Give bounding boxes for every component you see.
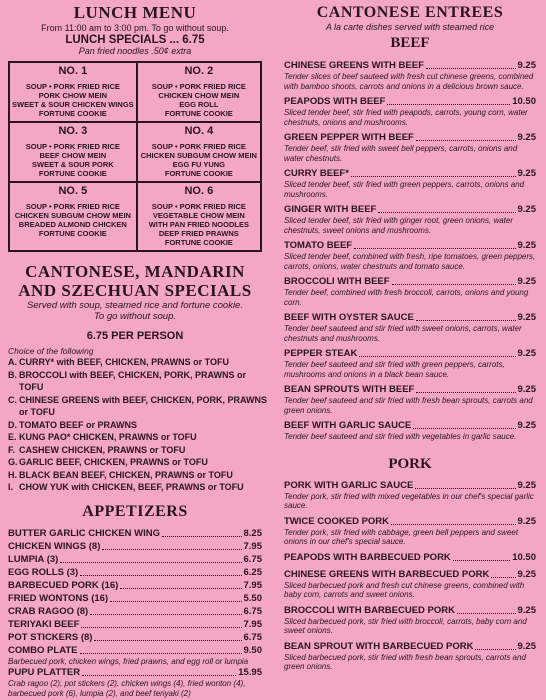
menu-item-name: CURRY BEEF* xyxy=(284,168,349,179)
specials-item-letter: F. xyxy=(8,444,16,455)
lunch-hours: From 11:00 am to 3:00 pm. To go without soup. xyxy=(41,23,229,33)
dot-leader xyxy=(90,614,241,615)
menu-item-row xyxy=(8,618,262,631)
dot-leader xyxy=(457,613,516,614)
beef-entree xyxy=(284,239,536,271)
specials-item-letter: B. xyxy=(8,369,17,380)
specials-item xyxy=(8,431,270,444)
lunch-combo-grid xyxy=(8,61,262,252)
combo-line: SWEET & SOUR CHICKEN WINGS xyxy=(12,100,134,109)
specials-item-text: CHINESE GREENS with BEEF, CHICKEN, PORK, PRAWNS or TOFU xyxy=(19,394,268,417)
menu-item-price: 9.25 xyxy=(517,312,536,323)
menu-item-name: BROCCOLI WITH BEEF xyxy=(284,276,390,287)
combo-line: FORTUNE COOKIE xyxy=(38,109,107,118)
combo-line: BEEF CHOW MEIN xyxy=(39,151,107,160)
specials-item-letter: C. xyxy=(8,394,17,405)
menu-item-description: Tender pork, stir fried with mixed vegetables in our chef's special garlic sauce. xyxy=(284,491,534,510)
menu-item-description: Sliced tender beef, stir fried with green peppers, carrots, onions and mushrooms. xyxy=(284,180,525,199)
specials-item-letter: D. xyxy=(8,419,17,430)
dot-leader xyxy=(391,524,515,525)
combo-number: NO. 3 xyxy=(58,125,88,137)
menu-item-name: PUPU PLATTER xyxy=(8,667,81,678)
lunch-menu-title: LUNCH MENU xyxy=(73,3,197,22)
menu-item-description: Sliced tender beef, combined with fresh, ripe tomatoes, green peppers, carrots, onions, water chestnuts and tomato sauce. xyxy=(284,252,536,271)
pork-entree xyxy=(284,515,536,547)
beef-entree xyxy=(284,203,536,235)
lunch-combo-cell xyxy=(137,182,261,251)
specials-title-line2: AND SZECHUAN SPECIALS xyxy=(18,281,252,300)
combo-line: FORTUNE COOKIE xyxy=(164,109,233,118)
specials-item-letter: A. xyxy=(8,357,17,367)
menu-item-description: Sliced tender beef, stir fried with ginger root, green onions, water chestnuts, sweet onions and mushrooms. xyxy=(284,216,514,235)
appetizer-item xyxy=(8,527,262,540)
menu-item-row xyxy=(284,203,536,216)
lunch-combo-cell xyxy=(137,62,261,122)
menu-item-row xyxy=(284,95,536,108)
specials-item-letter: I. xyxy=(8,482,14,492)
menu-item-price: 9.25 xyxy=(517,276,536,287)
specials-item-text: KUNG PAO* CHICKEN, PRAWNS or TOFU xyxy=(19,432,197,442)
beef-entree xyxy=(284,383,536,415)
specials-price: 6.75 PER PERSON xyxy=(86,330,184,342)
combo-number: NO. 5 xyxy=(58,185,88,197)
menu-item-price: 7.95 xyxy=(243,618,262,630)
menu-item-price: 7.95 xyxy=(243,540,262,552)
menu-item-description: Sliced barbecued pork, stir fried with fresh bean sprouts, carrots and green onions. xyxy=(284,652,526,671)
menu-item-description: Tender beef sauteed and stir fried with green peppers, carrots, mushrooms and onions in a black bean sauce. xyxy=(284,360,505,379)
appetizer-item xyxy=(8,605,262,618)
specials-item xyxy=(8,456,270,469)
menu-item-row xyxy=(8,540,262,553)
menu-item-description: Tender slices of beef sauteed with fresh cut chinese greens, combined with bamboo shoots, carrots and onions in a delicious brown sauce. xyxy=(284,72,534,91)
menu-item-name: GINGER WITH BEEF xyxy=(284,204,377,215)
specials-item-letter: H. xyxy=(8,469,17,480)
appetizer-item xyxy=(8,579,262,592)
menu-item-name: POT STICKERS (8) xyxy=(8,631,93,643)
beef-entree xyxy=(284,311,536,343)
beef-list xyxy=(274,59,546,442)
menu-item-row xyxy=(284,275,536,288)
menu-item-name: EGG ROLLS (3) xyxy=(8,566,79,578)
combo-number: NO. 2 xyxy=(184,65,214,77)
menu-item-price: 9.25 xyxy=(517,132,536,143)
menu-item-description: Tender pork, stir fried with cabbage, green bell peppers and sweet onions in our chef's special sauce. xyxy=(284,527,519,546)
menu-item-description: Tender beef sauteed and stir fried with fresh bean sprouts, carrots and green onions. xyxy=(284,396,533,415)
menu-item-name: TOMATO BEEF xyxy=(284,240,353,251)
menu-item-name: CHINESE GREENS WITH BEEF xyxy=(284,60,424,71)
menu-item-name: CRAB RAGOO (8) xyxy=(8,605,89,617)
menu-item-name: PEAPODS WITH BARBECUED PORK xyxy=(284,551,451,563)
appetizer-item xyxy=(8,644,262,667)
beef-section-title: BEEF xyxy=(390,35,430,51)
menu-item-row xyxy=(284,311,536,324)
menu-item-description: Tender beef, stir fried with sweet bell peppers, carrots, onions and water chestnuts. xyxy=(284,144,518,163)
appetizer-item xyxy=(8,618,262,631)
combo-line: CHICKEN SUBGUM CHOW MEIN xyxy=(140,151,257,160)
combo-line: CHICKEN CHOW MEIN xyxy=(158,91,240,100)
dot-leader xyxy=(392,284,516,285)
menu-item-price: 6.75 xyxy=(243,631,262,643)
menu-item-row xyxy=(284,419,536,432)
lunch-combo-cell xyxy=(9,62,137,122)
menu-item-row xyxy=(8,579,262,592)
dot-leader xyxy=(416,392,515,393)
combo-line: SOUP • PORK FRIED RICE xyxy=(25,202,120,211)
specials-item xyxy=(8,419,270,432)
menu-item-description: Tender beef, combined with fresh broccoli, carrots, onions and young corn. xyxy=(284,288,529,307)
combo-line: EGG FU YUNG xyxy=(172,160,226,169)
appetizer-item xyxy=(8,566,262,579)
combo-line: SOUP • PORK FRIED RICE xyxy=(25,82,120,91)
right-column xyxy=(274,0,546,676)
menu-item-name: BARBECUED PORK (16) xyxy=(8,579,119,591)
lunch-specials-title: LUNCH SPECIALS ... 6.75 xyxy=(65,34,205,46)
appetizer-item xyxy=(8,540,262,553)
dot-leader xyxy=(453,560,510,561)
menu-item-row xyxy=(284,568,536,581)
dot-leader xyxy=(82,675,236,676)
specials-choice: Choice of the following xyxy=(8,346,94,356)
menu-item-name: BEAN SPROUTS WITH BEEF xyxy=(284,384,415,395)
menu-item-price: 9.25 xyxy=(517,604,536,616)
combo-line: SOUP • PORK FRIED RICE xyxy=(151,142,246,151)
menu-item-price: 8.25 xyxy=(243,527,262,539)
beef-entree xyxy=(284,347,536,379)
appetizers-title: APPETIZERS xyxy=(82,502,188,520)
menu-item-name: GREEN PEPPER WITH BEEF xyxy=(284,132,414,143)
menu-item-name: PEAPODS WITH BEEF xyxy=(284,96,386,107)
pork-section-title: PORK xyxy=(388,455,432,472)
menu-item-row xyxy=(8,566,262,579)
pork-list xyxy=(274,479,546,672)
combo-line: FORTUNE COOKIE xyxy=(38,229,107,238)
menu-item-price: 6.25 xyxy=(243,566,262,578)
menu-item-name: FRIED WONTONS (16) xyxy=(8,592,109,604)
combo-line: VEGETABLE CHOW MEIN xyxy=(152,211,245,220)
dot-leader xyxy=(413,428,515,429)
dot-leader xyxy=(162,536,242,537)
menu-item-price: 9.25 xyxy=(517,384,536,395)
menu-item-price: 10.50 xyxy=(512,551,536,563)
beef-entree xyxy=(284,95,536,127)
lunch-specials-note: Pan fried noodles .50¢ extra xyxy=(78,46,192,56)
dot-leader xyxy=(491,577,515,578)
combo-line: SWEET & SOUR PORK xyxy=(31,160,114,169)
menu-item-name: COMBO PLATE xyxy=(8,644,78,656)
menu-item-description: Tender beef sauteed and stir fried with sweet onions, carrots, water chestnuts and mushrooms. xyxy=(284,324,522,343)
combo-line: FORTUNE COOKIE xyxy=(164,169,233,178)
menu-item-row xyxy=(8,666,262,679)
dot-leader xyxy=(80,653,242,654)
entrees-note: A la carte dishes served with steamed rice xyxy=(325,22,495,32)
pork-entree xyxy=(284,604,536,636)
menu-item-price: 9.25 xyxy=(517,204,536,215)
menu-item-price: 7.95 xyxy=(243,579,262,591)
dot-leader xyxy=(359,356,515,357)
menu-item-description: Tender beef sauteed and stir fried with vegetables in garlic sauce. xyxy=(284,432,517,441)
specials-item xyxy=(8,394,270,419)
dot-leader xyxy=(416,320,516,321)
menu-item-price: 5.50 xyxy=(243,592,262,604)
beef-entree xyxy=(284,419,536,442)
combo-number: NO. 1 xyxy=(58,65,88,77)
menu-item-row xyxy=(284,515,536,528)
menu-item-row xyxy=(284,167,536,180)
specials-title xyxy=(0,262,270,300)
menu-item-name: PORK WITH GARLIC SAUCE xyxy=(284,479,414,491)
menu-item-name: TWICE COOKED PORK xyxy=(284,515,390,527)
appetizer-list xyxy=(0,527,270,699)
menu-item-name: CHICKEN WINGS (8) xyxy=(8,540,101,552)
lunch-combo-cell xyxy=(9,122,137,182)
menu-item-row xyxy=(284,239,536,252)
menu-item-price: 9.50 xyxy=(243,644,262,656)
menu-item-name: LUMPIA (3) xyxy=(8,553,59,565)
combo-line: SOUP • PORK FRIED RICE xyxy=(25,142,120,151)
menu-item-description: Sliced barbecued pork, stir fried with broccoli, carrots, baby corn and sweet onions. xyxy=(284,616,527,635)
combo-line: BREADED ALMOND CHICKEN xyxy=(18,220,127,229)
specials-item xyxy=(8,481,270,494)
specials-item xyxy=(8,356,270,369)
specials-item-text: GARLIC BEEF, CHICKEN, PRAWNS or TOFU xyxy=(19,457,208,467)
menu-item-row xyxy=(284,604,536,617)
dot-leader xyxy=(81,627,241,628)
dot-leader xyxy=(60,562,241,563)
specials-item-text: BLACK BEAN BEEF, CHICKEN, PRAWNS or TOFU xyxy=(19,469,233,480)
specials-item xyxy=(8,444,270,457)
entrees-title: CANTONESE ENTREES xyxy=(316,4,504,21)
menu-item-price: 9.25 xyxy=(517,348,536,359)
dot-leader xyxy=(415,488,515,489)
menu-item-price: 9.25 xyxy=(517,168,536,179)
combo-line: DEEP FRIED PRAWNS xyxy=(158,229,239,238)
combo-line: PORK CHOW MEIN xyxy=(38,91,107,100)
menu-item-name: BUTTER GARLIC CHICKEN WING xyxy=(8,527,160,539)
beef-entree xyxy=(284,131,536,163)
menu-item-row xyxy=(284,131,536,144)
specials-item-text: TOMATO BEEF or PRAWNS xyxy=(19,419,138,430)
dot-leader xyxy=(378,212,515,213)
menu-item-price: 9.25 xyxy=(517,640,536,652)
menu-item-price: 10.50 xyxy=(512,96,536,107)
combo-line: SOUP • PORK FRIED RICE xyxy=(151,202,246,211)
menu-item-row xyxy=(8,553,262,566)
pork-entree xyxy=(284,568,536,600)
menu-item-description: Barbecued pork, chicken wings, fried prawns, and egg roll or lumpia xyxy=(8,656,249,666)
dot-leader xyxy=(120,588,241,589)
combo-number: NO. 6 xyxy=(184,185,214,197)
menu-item-row xyxy=(8,592,262,605)
menu-item-row xyxy=(8,644,262,657)
dot-leader xyxy=(351,176,516,177)
specials-item-letter: G. xyxy=(8,457,18,467)
menu-item-name: CHINESE GREENS WITH BARBECUED PORK xyxy=(284,568,490,580)
lunch-combo-cell xyxy=(137,122,261,182)
specials-item-text: BROCCOLI with BEEF, CHICKEN, PORK, PRAWNS or TOFU xyxy=(19,369,247,392)
menu-item-row xyxy=(284,347,536,360)
dot-leader xyxy=(387,104,510,105)
pork-entree xyxy=(284,640,536,672)
specials-item-text: CURRY* with BEEF, CHICKEN, PRAWNS or TOFU xyxy=(19,357,230,367)
beef-entree xyxy=(284,167,536,199)
menu-item-price: 9.25 xyxy=(517,60,536,71)
appetizer-item xyxy=(8,631,262,644)
appetizer-item xyxy=(8,592,262,605)
menu-item-price: 9.25 xyxy=(517,568,536,580)
appetizer-item xyxy=(8,553,262,566)
dot-leader xyxy=(80,575,241,576)
lunch-combo-cell xyxy=(9,182,137,251)
menu-item-row xyxy=(8,605,262,618)
combo-line: WITH PAN FRIED NOODLES xyxy=(148,220,249,229)
specials-item-letter: E. xyxy=(8,432,17,442)
dot-leader xyxy=(354,248,515,249)
specials-item xyxy=(8,369,270,394)
beef-entree xyxy=(284,59,536,91)
menu-item-name: PEPPER STEAK xyxy=(284,348,358,359)
menu-item-price: 9.25 xyxy=(517,420,536,431)
menu-item-description: Crab ragoo (2), pot stickers (2), chicken wings (4), fried wonton (4), barbecued pork (6), lumpia (2), and beef teriyaki (2) xyxy=(8,679,246,698)
combo-line: SOUP • PORK FRIED RICE xyxy=(151,82,246,91)
combo-number: NO. 4 xyxy=(184,125,214,137)
dot-leader xyxy=(94,640,241,641)
specials-note-line2: To go without soup. xyxy=(93,311,177,322)
dot-leader xyxy=(110,601,241,602)
menu-item-row xyxy=(284,640,536,653)
dot-leader xyxy=(426,68,516,69)
menu-item-row xyxy=(8,631,262,644)
specials-note-line1: Served with soup, steamed rice and fortune cookie. xyxy=(27,300,243,311)
pork-entree xyxy=(284,551,536,564)
combo-line: EGG ROLL xyxy=(179,100,219,109)
menu-item-name: BROCCOLI WITH BARBECUED PORK xyxy=(284,604,455,616)
dot-leader xyxy=(475,649,515,650)
specials-item xyxy=(8,469,270,482)
dot-leader xyxy=(102,549,241,550)
menu-item-row xyxy=(284,383,536,396)
menu-item-description: Sliced barbecued pork and fresh cut chinese greens, combined with baby corn, carrots and sweet onions. xyxy=(284,580,525,599)
beef-entree xyxy=(284,275,536,307)
menu-item-price: 9.25 xyxy=(517,479,536,491)
menu-item-row xyxy=(8,527,262,540)
specials-item-text: CASHEW CHICKEN, PRAWNS or TOFU xyxy=(19,444,186,455)
dot-leader xyxy=(416,140,516,141)
pork-entree xyxy=(284,479,536,511)
menu-item-price: 15.95 xyxy=(238,667,262,678)
menu-item-name: BEAN SPROUT WITH BARBECUED PORK xyxy=(284,640,474,652)
menu-item-price: 6.75 xyxy=(243,605,262,617)
combo-line: FORTUNE COOKIE xyxy=(164,238,233,247)
left-column xyxy=(0,0,270,698)
menu-item-price: 6.75 xyxy=(243,553,262,565)
menu-item-name: BEEF WITH GARLIC SAUCE xyxy=(284,420,412,431)
specials-title-line1: CANTONESE, MANDARIN xyxy=(25,262,245,281)
menu-item-price: 9.25 xyxy=(517,515,536,527)
specials-list xyxy=(0,356,270,494)
menu-item-row xyxy=(284,551,536,564)
menu-item-row xyxy=(284,59,536,72)
menu-item-price: 9.25 xyxy=(517,240,536,251)
specials-item-text: CHOW YUK with CHICKEN, BEEF, PRAWNS or TOFU xyxy=(19,482,244,492)
menu-item-name: TERIYAKI BEEF xyxy=(8,618,80,630)
menu-item-description: Sliced tender beef, stir fried with peapods, carrots, young corn, water chestnuts, onions and mushrooms. xyxy=(284,108,528,127)
appetizer-item xyxy=(8,666,262,698)
combo-line: FORTUNE COOKIE xyxy=(38,169,107,178)
combo-line: CHICKEN SUBGUM CHOW MEIN xyxy=(14,211,131,220)
menu-item-row xyxy=(284,479,536,492)
menu-item-name: BEEF WITH OYSTER SAUCE xyxy=(284,312,414,323)
